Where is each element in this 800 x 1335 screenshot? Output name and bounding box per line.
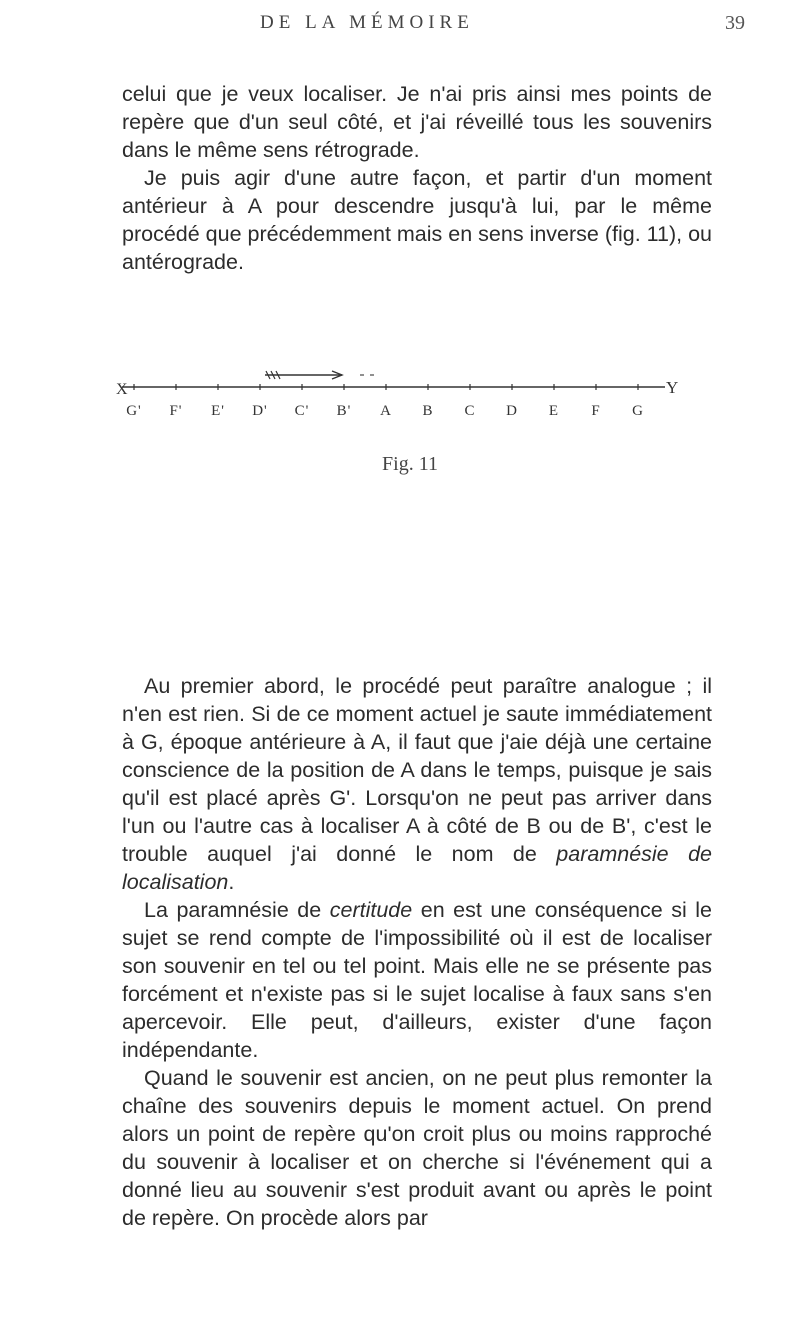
timeline-point-label: E': [211, 403, 225, 419]
paragraph-3-text-a: Au premier abord, le procédé peut paraître analogue ; il n'en est rien. Si de ce moment actuel je saute immédiatement à G, époque antérieure à A, il faut que j'aie déjà une certaine conscience de la position de A dans le temps, puisque je sais qu'il est placé après G'. Lorsqu'on ne peut pas arriver dans l'un ou l'autre cas à localiser A à côté de B ou de B', c'est le trouble auquel j'ai donné le nom de: [122, 674, 712, 866]
text-block-top: [122, 80, 712, 276]
page-number: 39: [725, 12, 745, 34]
axis-right-end-label: Y: [666, 378, 679, 397]
point-labels: [126, 403, 644, 419]
arrow-feathers: [266, 371, 280, 379]
figure-11: [110, 345, 710, 595]
timeline-point-label: F: [591, 403, 601, 419]
timeline-point-label: A: [380, 403, 392, 419]
timeline-point-label: D: [506, 403, 518, 419]
timeline-point-label: C: [464, 403, 476, 419]
timeline-point-label: G: [632, 403, 644, 419]
running-title: DE LA MÉMOIRE: [260, 12, 474, 33]
timeline-point-label: B: [422, 403, 434, 419]
timeline-point-label: B': [336, 403, 352, 419]
term-paramnesie-localisation: paramnésie de localisation: [122, 842, 712, 894]
paragraph-4: [122, 896, 712, 1064]
paragraph-2: Je puis agir d'une autre façon, et partir d'un moment antérieur à A pour descendre jusqu'à lui, par le même procédé que précédemment mais en sens inverse (fig. 11), ou antérograde.: [122, 166, 712, 274]
paragraph-1: celui que je veux localiser. Je n'ai pris ainsi mes points de repère que d'un seul côté, et j'ai réveillé tous les souvenirs dans le même sens rétrograde.: [122, 82, 712, 162]
paragraph-3-text-b: .: [228, 870, 235, 894]
timeline-point-label: D': [252, 403, 268, 419]
text-block-bottom: [122, 672, 712, 1232]
paragraph-4-text-b: en est une conséquence si le sujet se rend compte de l'impossibilité où il est de localiser son souvenir en tel ou tel point. Mais elle ne se présente pas forcément et n'existe pas si le sujet localise à faux sans s'en apercevoir. Elle peut, d'ailleurs, exister d'une façon indépendante.: [122, 898, 712, 1062]
page-header: [0, 12, 800, 52]
paragraph-5: Quand le souvenir est ancien, on ne peut plus remonter la chaîne des souvenirs depuis le moment actuel. On prend alors un point de repère qu'on croit plus ou moins rapproché du souvenir à localiser et on cherche si l'événement qui a donné lieu au souvenir s'est produit avant ou après le point de repère. On procède alors par: [122, 1066, 712, 1230]
timeline-point-label: C': [294, 403, 310, 419]
timeline-point-label: E: [548, 403, 560, 419]
timeline-point-label: F': [169, 403, 183, 419]
paragraph-3: [122, 672, 712, 896]
axis-left-end-label: X: [116, 381, 128, 398]
timeline-point-label: G': [126, 403, 142, 419]
paragraph-4-text-a: La paramnésie de: [144, 898, 330, 922]
figure-caption: Fig. 11: [382, 453, 438, 475]
timeline-diagram: [110, 345, 710, 445]
term-certitude: certitude: [329, 898, 413, 922]
